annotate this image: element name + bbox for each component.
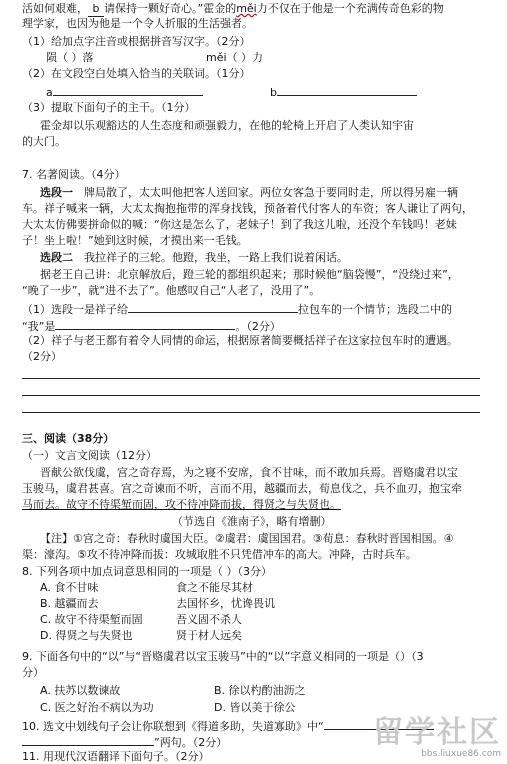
passage-line-1	[22, 2, 444, 17]
q9-option-d: D. 皆以美于徐公	[214, 701, 296, 714]
q2-blank-b	[270, 84, 417, 100]
note-line-2: 渠：濠沟。⑤攻不待冲降而拔：攻城取胜不只凭借冲车的高大。冲降，古时兵车。	[22, 548, 417, 561]
q7-sub-2: （2）祥子与老王都有着令人同情的命运，根据原著简要概括祥子在这家拉包车时的遭遇。	[22, 334, 458, 347]
q1-item-b: měi（ ）力	[206, 51, 264, 64]
answer-line	[128, 301, 298, 313]
q7-sub-1	[22, 301, 452, 317]
blank-label: a	[46, 86, 53, 99]
pinyin: měi	[236, 2, 257, 15]
q7-sub-1-cont	[22, 318, 281, 334]
text: 拉包车的一个情节；选段二中的	[298, 303, 452, 316]
question-1: （1）给加点字注音或根据拼音写汉字。（2分）	[22, 35, 251, 48]
q9-option-c: C. 医之好治不病以为功	[40, 701, 154, 714]
q8-option-a-compare: 食之不能尽其材	[176, 581, 253, 594]
classical-line-1: 晋献公欲伐虞，宫之奇存焉，为之寝不安席，食不甘味，而不敢加兵焉。晋赂虞君以宝	[40, 466, 458, 479]
blank-label: b	[92, 2, 100, 15]
question-2: （2）在文段空白处填入恰当的关联词。（1分）	[22, 67, 251, 80]
text: 请保持一颗好奇心。”霍金的	[104, 2, 237, 15]
q9-option-b: B. 徐以杓酌油沥之	[214, 684, 306, 697]
text: 。（2分）	[235, 320, 281, 333]
q3-sentence-1: 霍金却以乐观豁达的人生态度和顽强毅力，在他的轮椅上开启了人类认知宇宙	[40, 119, 414, 132]
q10-line-2	[22, 734, 227, 750]
answer-line	[22, 378, 480, 379]
watermark-url: bbs.liuxue86.com	[421, 749, 501, 759]
q7-title: 7. 名著阅读。（4分）	[22, 168, 126, 181]
text: 10. 选文中划线句子会让你联想到《得道多助，失道寡助》中“	[22, 720, 324, 733]
q7-sub-2-cont: （2分）	[22, 350, 62, 363]
q9-stem-cont: 分）	[22, 666, 44, 679]
answer-line	[55, 318, 235, 330]
seg1-label: 选段一	[40, 186, 73, 199]
classical-line-2: 玉骏马，虞君甚喜。宫之奇谏而不听，言而不用，越疆而去，荀息伐之，兵不血刃，抱宝牵	[22, 482, 462, 495]
answer-line	[22, 395, 480, 396]
q9-stem: 9. 下面各句中的“以”与“晋赂虞君以宝玉骏马”中的“以”字意义相同的一项是（）（3	[22, 650, 424, 663]
text: “我”是	[22, 320, 56, 333]
seg1-line-3: 大太太仿佛要拼命似的喊：“你这是怎么了，老妹子！到了我这儿啦，还没个车钱吗！老妹	[22, 218, 457, 231]
q8-option-b: B. 越疆而去	[40, 597, 99, 610]
answer-line	[53, 84, 203, 96]
note-line-1: 【注】①宫之奇：春秋时虞国大臣。②虞君：虞国国君。③荀息：春秋时晋国相国。④	[40, 532, 454, 545]
q9-option-a: A. 扶苏以数谏故	[40, 684, 121, 697]
answer-line	[277, 84, 417, 96]
blank-label: b	[270, 86, 277, 99]
q11: 11. 用现代汉语翻译下面句子。（2分）	[22, 750, 210, 763]
text: （1）选段一是祥子给	[22, 303, 128, 316]
q1-item-a: 陨（ ）落	[46, 51, 94, 64]
text: 活如何艰难，	[22, 2, 88, 15]
q3-sentence-2: 的大门。	[22, 135, 66, 148]
q8-option-a: A. 食不甘味	[40, 581, 99, 594]
section-title: 三、阅读（38分）	[22, 432, 115, 445]
text: 牌局散了，太太叫他把客人送回家。两位女客急于要同时走，所以得另雇一辆	[84, 186, 458, 199]
seg2-line-2: 据老王自己讲：北京解放后，蹬三轮的都组织起来；那时候他“脑袋慢”，“没绕过来”，	[40, 268, 459, 281]
seg1-line-4: 子！坐上啦！”她到这时候，才摸出来一毛钱。	[22, 234, 248, 247]
seg1-line-1	[40, 186, 458, 200]
seg2-line-1	[40, 251, 348, 265]
passage-line-2: 理学家，也因为他是一个令人折服的生活强者。	[22, 17, 253, 30]
question-3: （3）提取下面句子的主干。（1分）	[22, 101, 196, 114]
q8-option-c: C. 故守不待渠堑而固	[40, 613, 143, 626]
text: 力不仅在于他是一个充满传奇色彩的物	[256, 2, 444, 15]
q8-option-d: D. 得贤之与失贤也	[40, 629, 133, 642]
watermark-logo: 留学社区	[373, 715, 501, 750]
classical-line-3: 马而去。故守不待渠堑而固，攻不待冲降而拔，得贤之与失贤也。	[22, 498, 341, 511]
seg2-line-3: “晚了一步”，就“进不去了”。他感叹自己“人老了，没用了”。	[22, 284, 321, 297]
text: 我拉祥子的三轮。他蹬，我坐，一路上我们说着闲话。	[84, 251, 348, 264]
text: ”两句。（2分）	[154, 736, 228, 749]
q10-line-1	[22, 718, 434, 734]
source: （节选自《淮南子》，略有增删）	[172, 515, 332, 528]
q8-option-b-compare: 去国怀乡，忧谗畏讥	[176, 597, 275, 610]
q2-blank-a	[46, 84, 203, 100]
answer-line	[22, 734, 154, 746]
seg2-label: 选段二	[40, 251, 73, 264]
blank-b	[88, 2, 104, 17]
section-subtitle: （一）文言文阅读（12分）	[22, 449, 157, 462]
answer-line	[22, 412, 480, 413]
q8-option-c-compare: 吾义固不杀人	[176, 613, 242, 626]
q8-option-d-compare: 贤于材人远矣	[176, 629, 242, 642]
q8-stem: 8. 下列各项中加点词意思相同的一项是（ ）（3分）	[22, 565, 272, 578]
seg1-line-2: 车。祥子喊来一辆，大太太掏抱拖带的浑身找钱，预备着代付客人的车资；客人谦让了两句，	[22, 202, 473, 215]
watermark	[373, 717, 501, 759]
